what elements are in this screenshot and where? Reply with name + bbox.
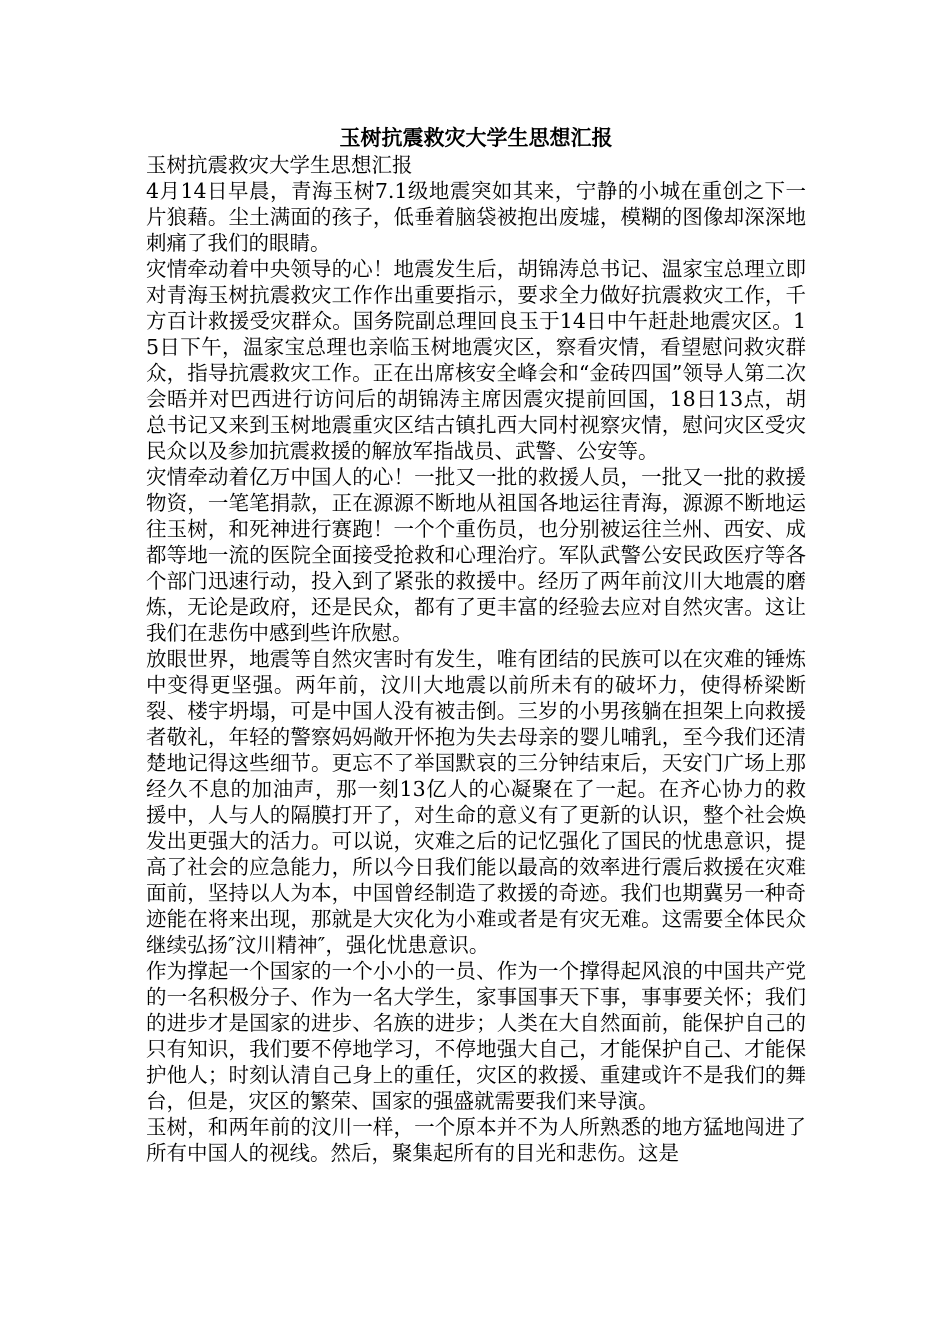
document-body	[146, 124, 806, 1166]
paragraph-student: 作为撑起一个国家的一个小小的一员、作为一个撑得起风浪的中国共产党的一名积极分子、作为一名大学生，家事国事天下事，事事要关怀；我们的进步才是国家的进步、名族的进步；人类在大自然面前，能保护自己的只有知识，我们要不停地学习，不停地强大自己，才能保护自己、才能保护他人；时刻认清自己身上的重任，灾区的救援、重建或许不是我们的舞台，但是，灾区的繁荣、国家的强盛就需要我们来导演。	[146, 959, 806, 1113]
paragraph-people: 灾情牵动着亿万中国人的心！一批又一批的救援人员，一批又一批的救援物资，一笔笔捐款，正在源源不断地从祖国各地运往青海，源源不断地运往玉树，和死神进行赛跑！一个个重伤员，也分别被运往兰州、西安、成都等地一流的医院全面接受抢救和心理治疗。军队武警公安民政医疗等各个部门迅速行动，投入到了紧张的救援中。经历了两年前汶川大地震的磨炼，无论是政府，还是民众，都有了更丰富的经验去应对自然灾害。这让我们在悲伤中感到些许欣慰。	[146, 465, 806, 645]
paragraph-intro: 4月14日早晨，青海玉树7.1级地震突如其来，宁静的小城在重创之下一片狼藉。尘土满面的孩子，低垂着脑袋被抱出废墟，模糊的图像却深深地刺痛了我们的眼睛。	[146, 179, 806, 255]
paragraph-leaders: 灾情牵动着中央领导的心！地震发生后，胡锦涛总书记、温家宝总理立即对青海玉树抗震救灾工作作出重要指示，要求全力做好抗震救灾工作，千方百计救援受灾群众。国务院副总理回良玉于14日中午赶赴地震灾区。15日下午，温家宝总理也亲临玉树地震灾区，察看灾情，看望慰问救灾群众，指导抗震救灾工作。正在出席核安全峰会和“金砖四国”领导人第二次会晤并对巴西进行访问后的胡锦涛主席因震灾提前回国，18日13点，胡总书记又来到玉树地震重灾区结古镇扎西大同村视察灾情，慰问灾区受灾民众以及参加抗震救援的解放军指战员、武警、公安等。	[146, 257, 806, 463]
paragraph-world: 放眼世界，地震等自然灾害时有发生，唯有团结的民族可以在灾难的锤炼中变得更坚强。两年前，汶川大地震以前所未有的破坏力，使得桥梁断裂、楼宇坍塌，可是中国人没有被击倒。三岁的小男孩躺在担架上向救援者敬礼，年轻的警察妈妈敞开怀抱为失去母亲的婴儿哺乳，至今我们还清楚地记得这些细节。更忘不了举国默哀的三分钟结束后，天安门广场上那经久不息的加油声，那一刻13亿人的心凝聚在了一起。在齐心协力的救援中，人与人的隔膜打开了，对生命的意义有了更新的认识，整个社会焕发出更强大的活力。可以说，灾难之后的记忆强化了国民的忧患意识，提高了社会的应急能力，所以今日我们能以最高的效率进行震后救援在灾难面前，坚持以人为本，中国曾经制造了救援的奇迹。我们也期冀另一种奇迹能在将来出现，那就是大灾化为小难或者是有灾无难。这需要全体民众继续弘扬″汶川精神″，强化忧患意识。	[146, 647, 806, 957]
document-title: 玉树抗震救灾大学生思想汇报	[339, 125, 613, 150]
paragraph-subtitle: 玉树抗震救灾大学生思想汇报	[146, 153, 413, 177]
paragraph-yushu: 玉树，和两年前的汶川一样，一个原本并不为人所熟悉的地方猛地闯进了所有中国人的视线。然后，聚集起所有的目光和悲伤。这是	[146, 1115, 806, 1165]
